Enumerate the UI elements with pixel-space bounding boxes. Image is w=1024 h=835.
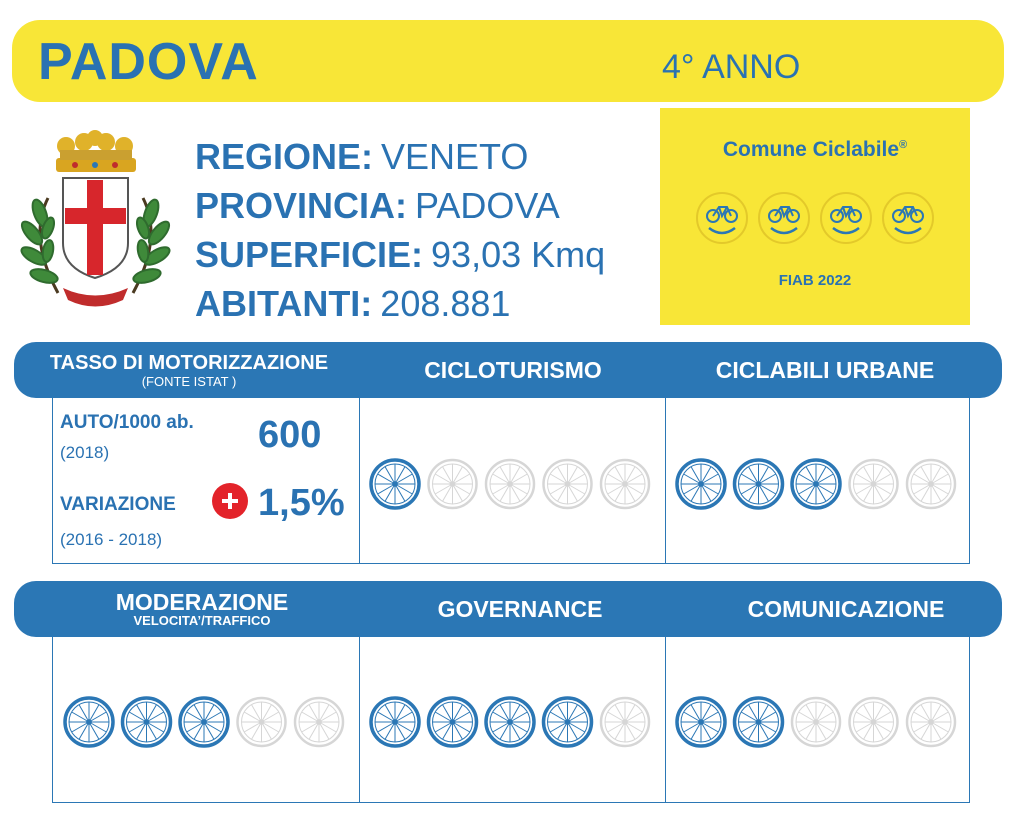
variation-value: 1,5% xyxy=(258,482,345,524)
info-superficie xyxy=(195,230,605,279)
auto-value: 600 xyxy=(258,414,322,456)
wheel-active-icon xyxy=(65,698,113,746)
wheel-active-icon xyxy=(123,698,171,746)
auto-label: AUTO/1000 ab. xyxy=(60,412,194,433)
wheel-inactive-icon xyxy=(486,460,534,508)
wheel-active-icon xyxy=(180,698,228,746)
info-value: PADOVA xyxy=(415,185,560,226)
wheel-inactive-icon xyxy=(601,698,649,746)
grid-divider xyxy=(359,637,360,802)
info-label: ABITANTI: xyxy=(195,283,373,324)
wheel-inactive-icon xyxy=(544,460,592,508)
header-subtitle: (FONTE ISTAT ) xyxy=(141,374,237,389)
city-info xyxy=(195,132,605,328)
wheel-inactive-icon xyxy=(295,698,343,746)
wheel-active-icon xyxy=(735,460,783,508)
info-label: REGIONE: xyxy=(195,136,374,177)
wheel-active-icon xyxy=(371,698,419,746)
cicloturismo-rating xyxy=(368,456,658,512)
ciclabili-rating xyxy=(674,456,964,512)
registered-mark: ® xyxy=(899,139,908,151)
badge-title xyxy=(660,138,970,162)
coat-of-arms-icon xyxy=(18,128,173,313)
city-name: PADOVA xyxy=(38,33,259,91)
edition-year: 4° ANNO xyxy=(662,48,801,86)
wheel-active-icon xyxy=(735,698,783,746)
header-title: CICLOTURISMO xyxy=(424,357,602,383)
smiling-bike-icon xyxy=(759,193,809,243)
grid-divider xyxy=(359,398,360,563)
header-motorizzazione xyxy=(14,342,364,398)
header-cicloturismo xyxy=(360,342,666,398)
header-moderazione xyxy=(64,581,340,637)
wheel-inactive-icon xyxy=(238,698,286,746)
wheel-active-icon xyxy=(371,460,419,508)
wheel-inactive-icon xyxy=(907,698,955,746)
info-value: 93,03 Kmq xyxy=(431,234,606,275)
header-band-1 xyxy=(14,342,1002,398)
governance-rating xyxy=(368,694,658,750)
variation-label: VARIAZIONE xyxy=(60,494,176,515)
wheel-active-icon xyxy=(677,460,725,508)
header-title: COMUNICAZIONE xyxy=(747,596,945,622)
smiling-bike-icon xyxy=(883,193,933,243)
moderazione-rating xyxy=(62,694,352,750)
wheel-active-icon xyxy=(544,698,592,746)
info-regione xyxy=(195,132,605,181)
header-title: TASSO DI MOTORIZZAZIONE xyxy=(49,352,329,374)
wheel-inactive-icon xyxy=(429,460,477,508)
wheel-active-icon xyxy=(429,698,477,746)
title-bar xyxy=(12,20,1004,102)
wheel-inactive-icon xyxy=(601,460,649,508)
info-provincia xyxy=(195,181,605,230)
wheel-inactive-icon xyxy=(850,460,898,508)
header-band-2 xyxy=(14,581,1002,637)
plus-icon xyxy=(212,483,248,519)
badge-smiles xyxy=(696,190,936,246)
wheel-inactive-icon xyxy=(792,698,840,746)
auto-year: (2018) xyxy=(60,443,110,462)
header-comunicazione xyxy=(686,581,1006,637)
header-governance xyxy=(360,581,680,637)
header-title: CICLABILI URBANE xyxy=(715,357,935,383)
grid-divider xyxy=(665,398,666,563)
comune-ciclabile-badge xyxy=(660,108,970,325)
header-subtitle: VELOCITA’/TRAFFICO xyxy=(133,613,271,628)
info-value: VENETO xyxy=(381,136,529,177)
header-ciclabili-urbane xyxy=(666,342,984,398)
info-label: SUPERFICIE: xyxy=(195,234,424,275)
wheel-inactive-icon xyxy=(850,698,898,746)
wheel-inactive-icon xyxy=(907,460,955,508)
badge-year: FIAB 2022 xyxy=(778,272,852,289)
info-abitanti xyxy=(195,279,605,328)
grid-divider xyxy=(665,637,666,802)
variation-period: (2016 - 2018) xyxy=(60,530,163,549)
info-value: 208.881 xyxy=(380,283,511,324)
info-label: PROVINCIA: xyxy=(195,185,408,226)
badge-title-text: Comune Ciclabile xyxy=(722,138,900,161)
wheel-active-icon xyxy=(677,698,725,746)
wheel-active-icon xyxy=(792,460,840,508)
header-title: GOVERNANCE xyxy=(437,596,603,622)
comunicazione-rating xyxy=(674,694,964,750)
smiling-bike-icon xyxy=(697,193,747,243)
wheel-active-icon xyxy=(486,698,534,746)
smiling-bike-icon xyxy=(821,193,871,243)
header-title: MODERAZIONE xyxy=(115,589,289,615)
